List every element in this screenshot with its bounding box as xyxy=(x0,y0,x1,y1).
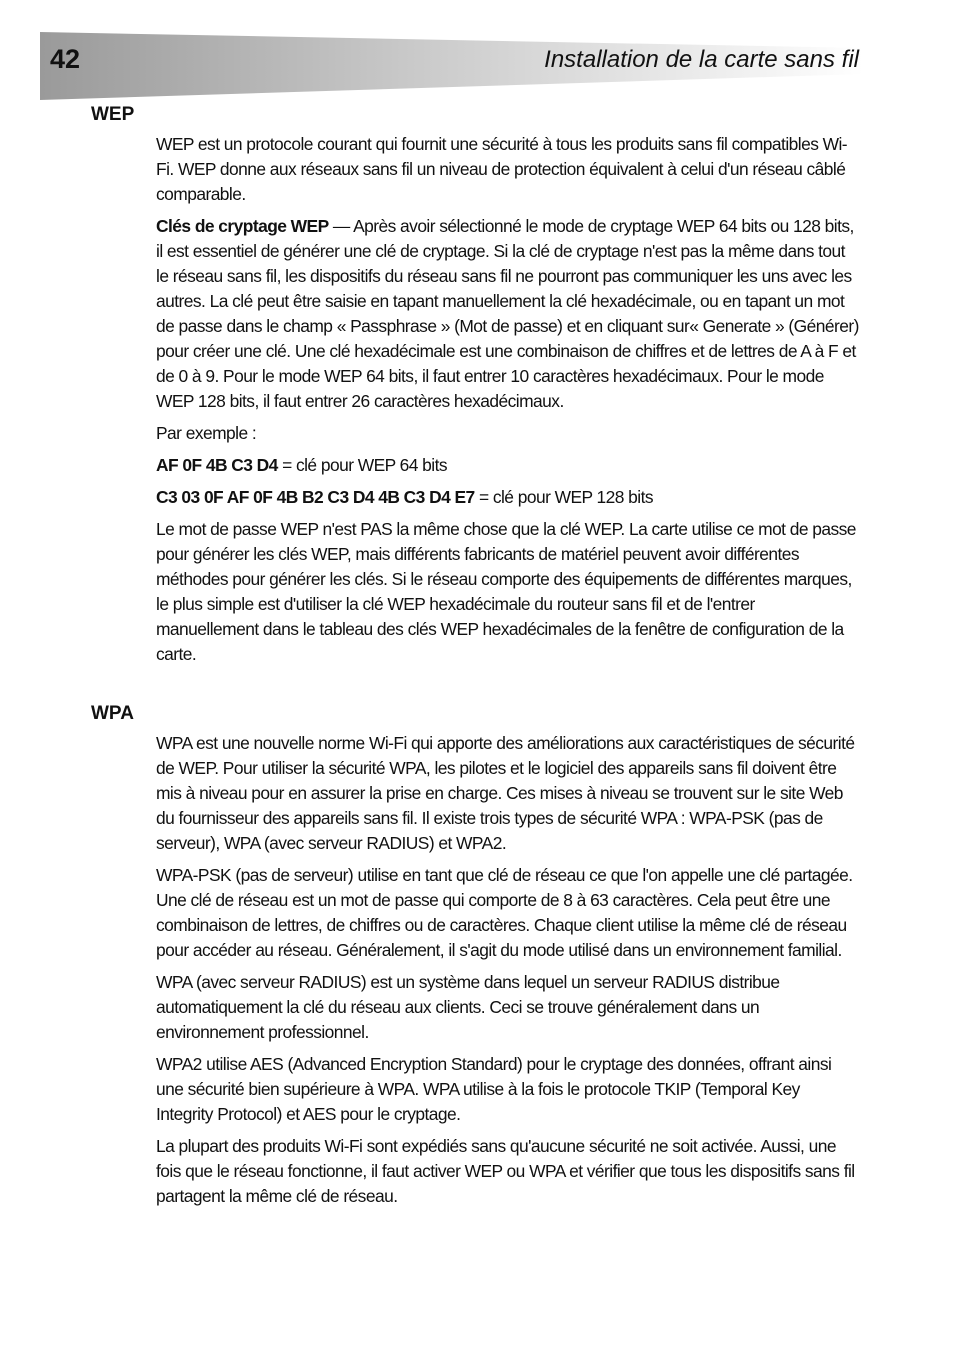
wpa-paragraph-5: La plupart des produits Wi-Fi sont expédiés sans qu'aucune sécurité ne soit activée. Aussi, une fois que le réseau fonctionne, il faut activer WEP ou WPA et vérifier que tous les dispositifs sans fil partagent la même clé de réseau. xyxy=(156,1136,855,1206)
wep-example-64-key: AF 0F 4B C3 D4 xyxy=(156,455,278,475)
wpa-paragraph-4: WPA2 utilise AES (Advanced Encryption Standard) pour le cryptage des données, offrant ainsi une sécurité bien supérieure à WPA. WPA utilise à la fois le protocole TKIP (Temporal Key Integrity Protocol) et AES pour le cryptage. xyxy=(156,1054,832,1124)
page-number: 42 xyxy=(50,44,81,74)
wep-keys-lead: Clés de cryptage WEP xyxy=(156,216,329,236)
wep-section-body xyxy=(156,132,860,674)
wep-example-128-text: = clé pour WEP 128 bits xyxy=(474,487,654,507)
wep-example-64 xyxy=(156,453,860,478)
section-title-wpa: WPA xyxy=(91,703,134,724)
wep-example-128 xyxy=(156,485,860,510)
wep-keys-text: — Après avoir sélectionné le mode de cryptage WEP 64 bits ou 128 bits, il est essentiel de générer une clé de cryptage. Si la clé de cryptage n'est pas la même dans tout le réseau sans fil, les dispositifs du réseau sans fil ne pourront pas communiquer les uns avec les autres. La clé peut être saisie en tapant manuellement la clé hexadécimale, ou en tapant un mot de passe dans le champ « Passphrase » (Mot de passe) et en cliquant sur« Generate » (Générer) pour créer une clé. Une clé hexadécimale est une combinaison de chiffres et de lettres de A à F et de 0 à 9. Pour le mode WEP 64 bits, il faut entrer 10 caractères hexadécimaux. Pour le mode WEP 128 bits, il faut entrer 26 caractères hexadécimaux. xyxy=(156,216,859,411)
wpa-paragraph-1: WPA est une nouvelle norme Wi-Fi qui apporte des améliorations aux caractéristiques de sécurité de WEP. Pour utiliser la sécurité WPA, les pilotes et le logiciel des appareils sans fil doivent être mis à niveau pour en assurer la prise en charge. Ces mises à niveau se trouvent sur le site Web du fournisseur des appareils sans fil. Il existe trois types de sécurité WPA : WPA-PSK (pas de serveur), WPA (avec serveur RADIUS) et WPA2. xyxy=(156,733,855,853)
wpa-section-body xyxy=(156,731,860,1216)
wep-example-128-key: C3 03 0F AF 0F 4B B2 C3 D4 4B C3 D4 E7 xyxy=(156,487,475,507)
wep-paragraph-3: Le mot de passe WEP n'est PAS la même chose que la clé WEP. La carte utilise ce mot de passe pour générer les clés WEP, mais différents fabricants de matériel peuvent avoir différentes méthodes pour générer les clés. Si le réseau comporte des équipements de différentes marques, le plus simple est d'utiliser la clé WEP hexadécimale du routeur sans fil et de l'entrer manuellement dans le tableau des clés WEP hexadécimales de la fenêtre de configuration de la carte. xyxy=(156,519,856,664)
wep-example-64-text: = clé pour WEP 64 bits xyxy=(277,455,448,475)
wpa-paragraph-3: WPA (avec serveur RADIUS) est un système dans lequel un serveur RADIUS distribue automatiquement la clé du réseau aux clients. Ceci se trouve généralement dans un environnement professionnel. xyxy=(156,972,780,1042)
running-title: Installation de la carte sans fil xyxy=(544,46,859,73)
wep-example-intro: Par exemple : xyxy=(156,423,257,443)
wpa-paragraph-2: WPA-PSK (pas de serveur) utilise en tant que clé de réseau ce que l'on appelle une clé partagée. Une clé de réseau est un mot de passe qui comporte de 8 à 63 caractères. Cela peut être une combinaison de lettres, de chiffres ou de caractères. Chaque client utilise la même clé de réseau pour accéder au réseau. Généralement, il s'agit du mode utilisé dans un environnement familial. xyxy=(156,865,853,960)
section-title-wep: WEP xyxy=(91,104,135,125)
wep-paragraph-2 xyxy=(156,214,860,414)
wep-paragraph-1: WEP est un protocole courant qui fournit une sécurité à tous les produits sans fil compatibles Wi-Fi. WEP donne aux réseaux sans fil un niveau de protection équivalent à celui d'un réseau câblé comparable. xyxy=(156,134,848,204)
